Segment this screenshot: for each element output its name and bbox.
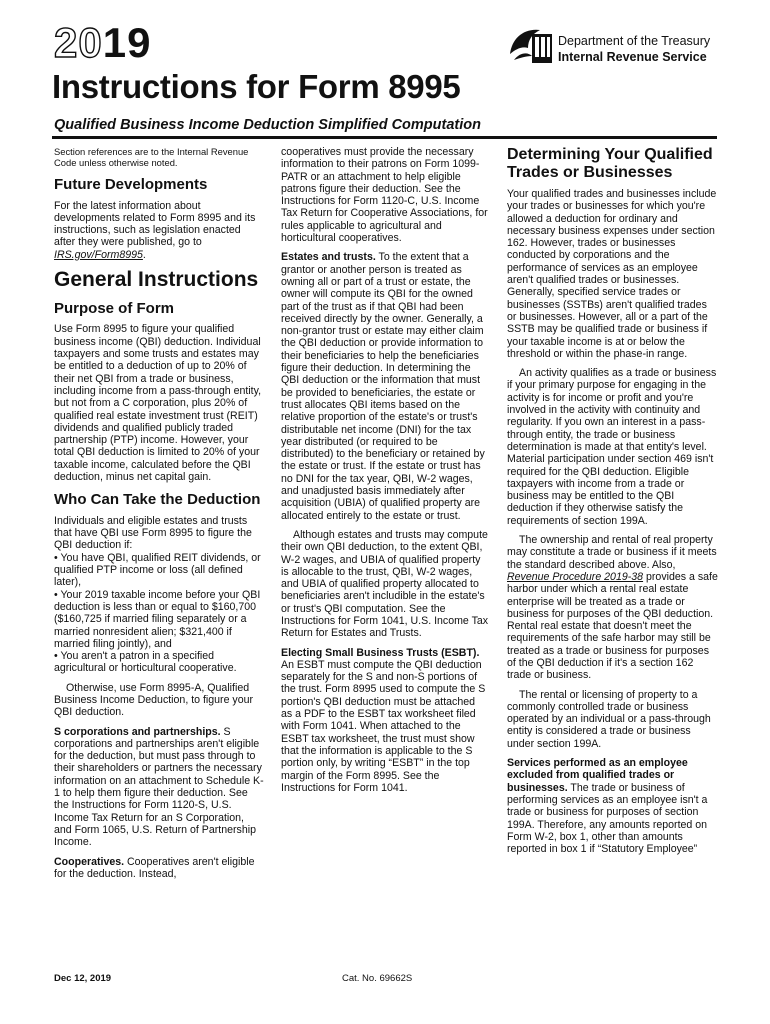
determining-heading: Determining Your Qualified Trades or Businesses [507,146,713,181]
rev-proc-link[interactable]: Revenue Procedure 2019-38 [507,570,644,583]
who-can-take-heading: Who Can Take the Deduction [54,491,261,509]
services-paragraph: Services performed as an employee excluded from qualified trades or businesses. The trade or business of performing services as an employee isn't a trade or business for purposes of section 199A. Therefore, any amounts reported on Form W-2, box 1, other than amounts reported in box 1 if “Statutory Employee” [507,757,708,856]
ownership-paragraph: The ownership and rental of real property may constitute a trade or business if it meets the standard described above. Also, Revenue Procedure 2019-38 provides a safe harbor under which a rental real estate enterprise will be treated as a trade or business for purposes of the QBI deduction. Rental real estate that doesn't meet the requirements of the safe harbor may still be treated as a trade or business for purposes of the QBI deduction if it's a section 162 trade or business. [507,534,718,682]
agency-irs: Internal Revenue Service [558,50,707,64]
year-outline: 20 [54,19,103,66]
bullet-item: • You have QBI, qualified REIT dividends, or qualified PTP income or loss (all defined later), [54,551,261,589]
footer-date: Dec 12, 2019 [54,973,112,984]
coop-paragraph: Cooperatives. Cooperatives aren't eligible for the deduction. Instead, [54,855,255,880]
purpose-text: Use Form 8995 to figure your qualified business income (QBI) deduction. Individual taxpayers and some trusts and estates may be entitled to a deduction of up to 20% of their net QBI from a trade or business, including income from a pass-through entity, but not from a C corporation, plus 20% of qualified real estate investment trust (REIT) dividends and qualified publicly traded partnership (PTP) income. However, your total QBI deduction is limited to 20% of your taxable income, calculated before the QBI deduction, minus net capital gain. [54,323,262,484]
agency-block [558,33,710,65]
general-instructions-heading: General Instructions [54,267,259,291]
estates-paragraph: Estates and trusts. To the extent that a grantor or another person is treated as owning all or part of a trust or estate, the owner will compute its QBI for the owned part of the trust as if that QBI had been received directly by the owner. Generally, a non-grantor trust or estate may either claim the QBI deduction or provide information to their beneficiaries to help the beneficiaries figure their deduction. In determining the QBI deduction or the information that must be provided to beneficiaries, the estate or trust allocates QBI items based on the relative proportion of the estate's or trust's distributable net income (DNI) for the tax year distributed (or required to be distributed) to the beneficiary or retained by the estate or trust. If the estate or trust has no DNI for the tax year, QBI, W-2 wages, and unadjusted basis immediately after acquisition (UBIA) of qualified property are allocated entirely to the estate or trust. [281,251,485,522]
scorp-paragraph: S corporations and partnerships. S corporations and partnerships aren't eligible for the deduction, but must pass through to their shareholders or partners the necessary information on an attachment to Schedule K-1 to help them figure their deduction. See the Instructions for Form 1120-S, U.S. Income Tax Return for an S Corporation, and Form 1065, U.S. Return of Partnership Income. [54,725,264,849]
agency-dept: Department of the Treasury [558,34,711,48]
otherwise-text: Otherwise, use Form 8995-A, Qualified Business Income Deduction, to figure your QBI deduction. [54,681,254,719]
form-year [54,19,152,66]
column-2 [281,146,489,801]
esbt-paragraph: Electing Small Business Trusts (ESBT). An ESBT must compute the QBI deduction separately for the S and non-S portions of the trust. Form 8995 used to compute the S portion's QBI deduction must be attached as a PDF to the ESBT tax worksheet filed with Form 1041. When attached to the ESBT tax worksheet, the trust must show that the information is applicable to the S portion only, by writing “ESBT” in the top margin of the Form 8995. See the Instructions for Form 1041. [281,646,486,794]
coop-continued: cooperatives must provide the necessary information to their patrons on Form 1099-PATR or an attachment to help eligible patrons figure their deduction. See the Instructions for Form 1120-C, U.S. Income Tax Return for Cooperative Associations, for rules applicable to agricultural and horticultural cooperatives. [281,146,488,245]
bullet-item: • Your 2019 taxable income before your QBI deduction is less than or equal to $160,700 ($160,725 if married filing separately or a married nonresident alien; $321,400 if married filing jointly), and [54,588,261,650]
although-paragraph: Although estates and trusts may compute their own QBI deduction, to the extent QBI, W-2 wages, and UBIA of qualified property is allocable to the trust, QBI, W-2 wages, and UBIA of qualified property allocated to beneficiaries aren't includible in the estate's or trust's QBI computation. See the Instructions for Form 1041, U.S. Income Tax Return for Estates and Trusts. [281,528,489,640]
page-subtitle: Qualified Business Income Deduction Simplified Computation [54,117,481,133]
header-rule [52,136,717,139]
column-1 [54,146,264,887]
future-developments-text: For the latest information about developments related to Form 8995 and its instructions, such as legislation enacted after they were published, go to IRS.gov/Form8995. [54,199,256,261]
rental-paragraph: The rental or licensing of property to a commonly controlled trade or business operated by an individual or a pass-through entity is considered a trade or business under section 199A. [507,688,711,750]
intro-note: Section references are to the Internal Revenue Code unless otherwise noted. [54,146,249,168]
column-3 [507,146,719,862]
form8995-link[interactable]: IRS.gov/Form8995 [54,248,143,261]
future-developments-heading: Future Developments [54,176,208,193]
year-bold: 19 [102,19,152,66]
page-title: Instructions for Form 8995 [52,68,461,105]
bullet-item: • You aren't a patron in a specified agricultural or horticultural cooperative. [54,650,237,675]
irs-eagle-logo-icon [506,24,556,70]
activity-paragraph: An activity qualifies as a trade or business if your primary purpose for engaging in the activity is for income or profit and you're involved in the activity with continuity and regularity. If you own an interest in a pass-through entity, the trade or business determination is made at that entity's level. Material participation under section 469 isn't required for the QBI deduction. Eligible taxpayers with income from a trade or business may be entitled to the QBI deduction if they otherwise satisfy the requirements of section 199A. [507,367,717,527]
purpose-heading: Purpose of Form [54,299,175,317]
who-text: Individuals and eligible estates and trusts that have QBI use Form 8995 to figure the QBI deduction if: [54,514,252,552]
footer-cat-no: Cat. No. 69662S [342,973,413,984]
determining-text: Your qualified trades and businesses include your trades or businesses for which you're allowed a deduction for ordinary and necessary business expenses under section 162. However, trades or businesses conducted by corporations and the performance of services as an employee aren't qualified trades or businesses. Generally, specified service trades or businesses (SSTBs) aren't qualified trades or businesses. However, all or a part of the SSTB may be qualified trade or business if your taxable income is at or below the threshold or within the phase-in range. [507,188,717,360]
